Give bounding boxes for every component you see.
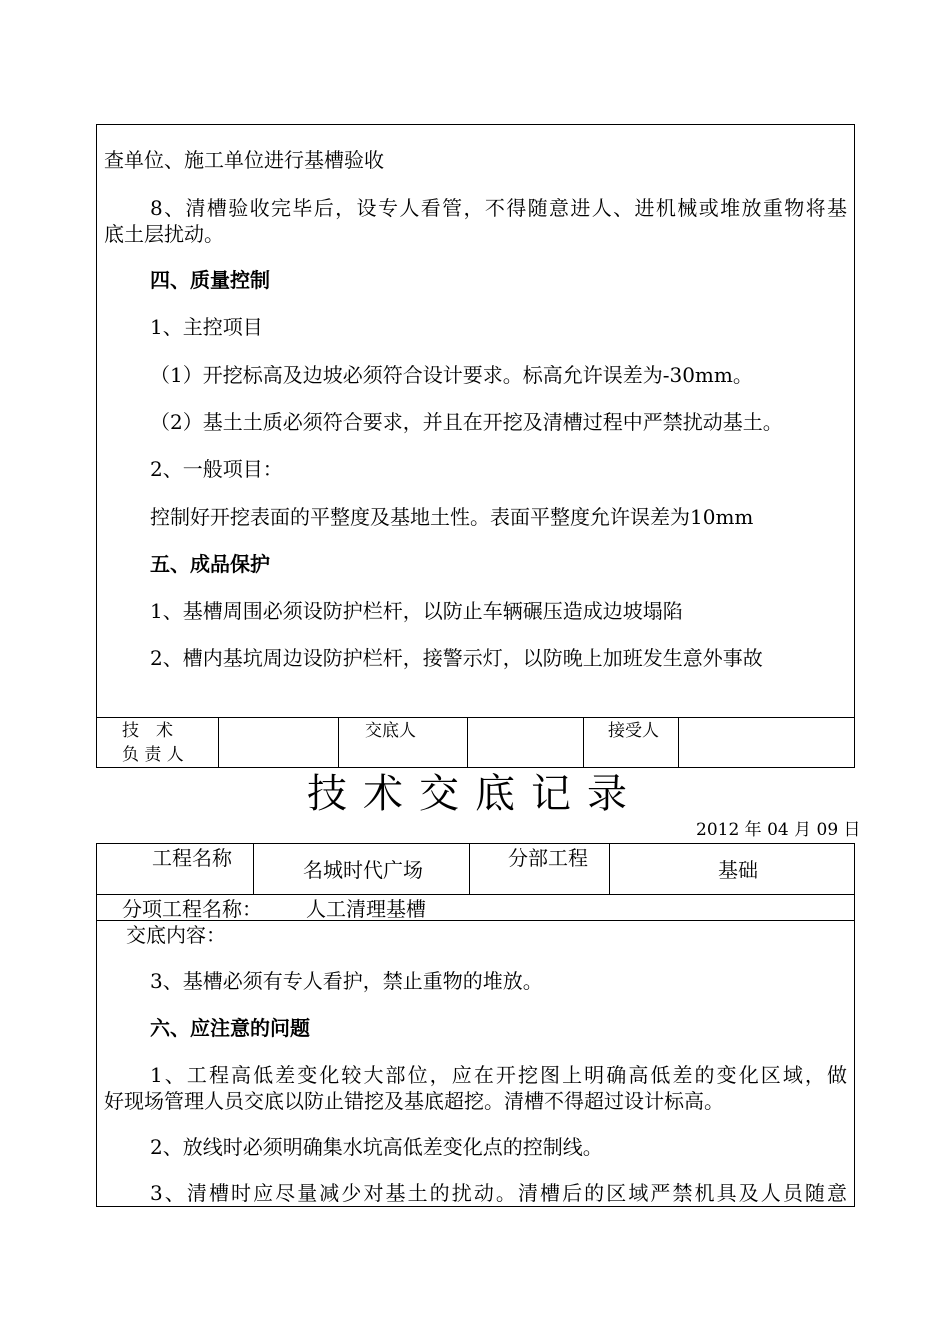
- section-heading-protection: 五、成品保护: [150, 552, 270, 576]
- text-line: 查单位、施工单位进行基槽验收: [104, 148, 384, 172]
- tech-lead-label-line1: 技 术: [122, 721, 173, 741]
- project-name-label: 工程名称: [152, 846, 232, 870]
- page-title: 技术交底记录: [307, 771, 643, 817]
- signature-row-top-border: [96, 717, 855, 718]
- sub-project-label: 分部工程: [508, 846, 588, 870]
- col-border: [469, 843, 470, 894]
- item-name-value: 人工清理基槽: [306, 897, 426, 921]
- sig-divider-3: [467, 717, 468, 768]
- paragraph-8-line2: 底土层扰动。: [104, 222, 224, 246]
- record-date: 2012 年 04 月 09 日: [696, 820, 861, 840]
- list-item: 控制好开挖表面的平整度及基地土性。表面平整度允许误差为10mm: [150, 505, 754, 529]
- discloser-label: 交底人: [365, 721, 416, 741]
- list-item: 1、基槽周围必须设防护栏杆，以防止车辆碾压造成边坡塌陷: [150, 599, 683, 623]
- sig-divider-4: [583, 717, 584, 768]
- sub-project-value: 基础: [718, 858, 758, 882]
- note-1-line2: 好现场管理人员交底以防止错挖及基底超挖。清槽不得超过设计标高。: [104, 1089, 724, 1113]
- upper-content-table: [96, 124, 855, 768]
- sig-divider-5: [678, 717, 679, 768]
- list-item: （2）基土土质必须符合要求，并且在开挖及清槽过程中严禁扰动基土。: [150, 410, 783, 434]
- section-heading-notes: 六、应注意的问题: [150, 1016, 310, 1040]
- col-border: [253, 843, 254, 894]
- section-heading-quality: 四、质量控制: [150, 268, 270, 292]
- list-item: 2、槽内基坑周边设防护栏杆，接警示灯，以防晚上加班发生意外事故: [150, 646, 763, 670]
- list-item: 1、主控项目: [150, 315, 263, 339]
- note-3-line1: 3、清槽时应尽量减少对基土的扰动。清槽后的区域严禁机具及人员随意: [150, 1181, 847, 1205]
- sig-divider-2: [338, 717, 339, 768]
- content-label: 交底内容：: [126, 923, 226, 947]
- list-item: 3、基槽必须有专人看护，禁止重物的堆放。: [150, 969, 543, 993]
- note-1-line1: 1、工程高低差变化较大部位，应在开挖图上明确高低差的变化区域，做: [150, 1063, 847, 1087]
- item-name-label: 分项工程名称：: [122, 897, 262, 921]
- project-name-value: 名城时代广场: [303, 858, 423, 882]
- receiver-label: 接受人: [608, 721, 659, 741]
- tech-lead-label-line2: 负 责 人: [122, 745, 184, 765]
- list-item: 2、一般项目：: [150, 457, 283, 481]
- list-item: （1）开挖标高及边坡必须符合设计要求。标高允许误差为-30mm。: [150, 363, 753, 387]
- sig-divider-1: [218, 717, 219, 768]
- note-2: 2、放线时必须明确集水坑高低差变化点的控制线。: [150, 1135, 603, 1159]
- paragraph-8-line1: 8、清槽验收完毕后，设专人看管，不得随意进人、进机械或堆放重物将基: [150, 196, 847, 220]
- col-border: [609, 843, 610, 894]
- row-border: [96, 894, 855, 895]
